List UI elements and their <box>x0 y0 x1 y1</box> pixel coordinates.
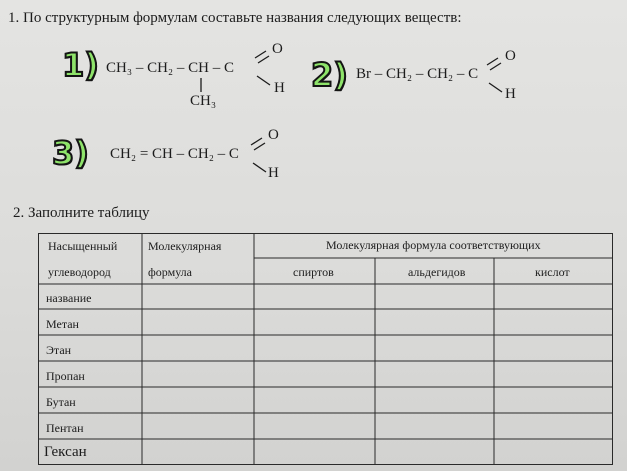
double-bond-1b <box>258 56 269 63</box>
row-label-methane: Метан <box>46 317 79 331</box>
task2-heading: 2. Заполните таблицу <box>13 205 150 221</box>
double-bond-1a <box>255 51 266 58</box>
answer-table <box>38 233 613 465</box>
mark-2: 2) <box>311 56 348 94</box>
row-label-name: название <box>46 291 92 305</box>
header-acids: кислот <box>535 265 570 279</box>
header-formula-line2: формула <box>148 265 192 279</box>
formula-2-oxygen: O <box>505 48 516 64</box>
formula-3-chain: CH₂ = CH – CH₂ – C <box>110 146 239 162</box>
formula-1-chain: CH₃ – CH₂ – CH – C <box>106 60 234 76</box>
header-formula-line1: Молекулярная <box>148 239 222 253</box>
formula-3-oxygen: O <box>268 127 279 143</box>
row-label-hexane: Гексан <box>44 444 87 460</box>
task1-heading: 1. По структурным формулам составьте названия следующих веществ: <box>8 10 462 26</box>
row-label-ethane: Этан <box>46 343 72 357</box>
header-hydrocarbon-line1: Насыщенный <box>48 239 118 253</box>
header-hydrocarbon-line2: углеводород <box>48 265 111 279</box>
single-bond-1 <box>257 76 270 85</box>
header-alcohols: спиртов <box>293 265 334 279</box>
mark-3: 3) <box>52 134 89 172</box>
mark-1: 1) <box>62 46 99 84</box>
formula-2-hydrogen: H <box>505 86 516 102</box>
row-label-propane: Пропан <box>46 369 85 383</box>
double-bond-2a <box>487 58 498 65</box>
single-bond-3 <box>253 163 266 172</box>
row-label-pentane: Пентан <box>46 421 84 435</box>
header-aldehydes: альдегидов <box>408 265 466 279</box>
single-bond-2 <box>489 83 502 92</box>
double-bond-3b <box>254 143 265 150</box>
double-bond-2b <box>490 63 501 70</box>
row-label-butane: Бутан <box>46 395 76 409</box>
formula-2-chain: Br – CH₂ – CH₂ – C <box>356 66 479 82</box>
formula-1-hydrogen: H <box>274 80 285 96</box>
header-group: Молекулярная формула соответствующих <box>326 238 541 252</box>
double-bond-3a <box>251 138 262 145</box>
formula-3-hydrogen: H <box>268 165 279 181</box>
formula-1-oxygen: O <box>272 41 283 57</box>
formula-1-branch: CH₃ <box>190 93 217 109</box>
